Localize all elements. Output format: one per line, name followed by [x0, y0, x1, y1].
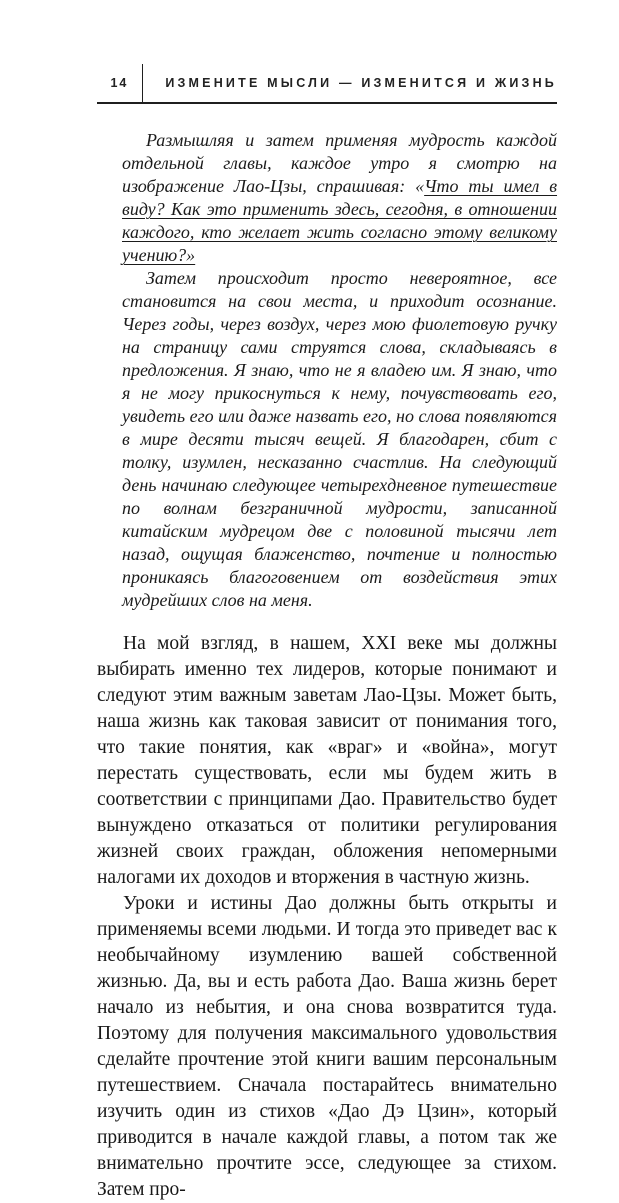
quote-paragraph-2: Затем происходит просто невероятное, все становится на свои места, и приходит осознание. Через годы, через воздух, через мою фиолетовую ручку на страницу сами струятся слова, складываясь в предложения. Я знаю, что не я владею им. Я знаю, что я не могу прикоснуться к нему, почувствовать его, увидеть его или даже назвать его, но слова появляются в мире десяти тысяч вещей. Я благодарен, сбит с толку, изумлен, несказанно счастлив. На следующий день начинаю следующее четырехдневное путешествие по волнам безграничной мудрости, записанной китайским мудрецом две с половиной тысячи лет назад, ощущая блаженство, почтение и полностью проникаясь благоговением от воздействия этих мудрейших слов на меня. — [122, 268, 557, 610]
quote-paragraph-1-underlined-text: Что ты имел в виду? Как это применить здесь, сегодня, в отношении каждого, кто желает жить согласно этому великому учению?» — [122, 176, 558, 265]
page-number: 14 — [110, 76, 129, 90]
epigraph-quote-block — [122, 129, 557, 612]
body-text-block — [97, 631, 557, 1203]
header-row — [97, 64, 557, 102]
quote-paragraph-1 — [122, 129, 557, 267]
body-paragraph-2: Уроки и истины Дао должны быть открыты и применяемы всеми людьми. И тогда это приведет вас к необычайному изумлению вашей собственной жизнью. Да, вы и есть работа Дао. Ваша жизнь берет начало из небытия, и она снова возвратится туда. Поэтому для получения максимального удовольствия сделайте прочтение этой книги вашим персональным путешествием. Сначала постарайтесь внимательно изучить один из стихов «Дао Дэ Цзин», который приводится в начале каждой главы, а потом так же внимательно прочтите эссе, следующее за стихом. Затем про- — [97, 893, 557, 1200]
page-header — [97, 0, 557, 104]
running-title: ИЗМЕНИТЕ МЫСЛИ — ИЗМЕНИТСЯ И ЖИЗНЬ — [165, 76, 557, 90]
quote-paragraph-1-lead: Размышляя и затем применяя мудрость каждой отдельной главы, каждое утро я смотрю на изображение Лао-Цзы, спрашивая: « — [122, 130, 557, 196]
body-paragraph-1: На мой взгляд, в нашем, XXI веке мы должны выбирать именно тех лидеров, которые понимают и следуют этим важным заветам Лао-Цзы. Может быть, наша жизнь как таковая зависит от понимания того, что такие понятия, как «враг» и «война», могут перестать существовать, если мы будем жить в соответствии с принципами Дао. Правительство будет вынуждено отказаться от политики регулирования жизней своих граждан, обложения непомерными налогами их доходов и вторжения в частную жизнь. — [97, 633, 557, 888]
